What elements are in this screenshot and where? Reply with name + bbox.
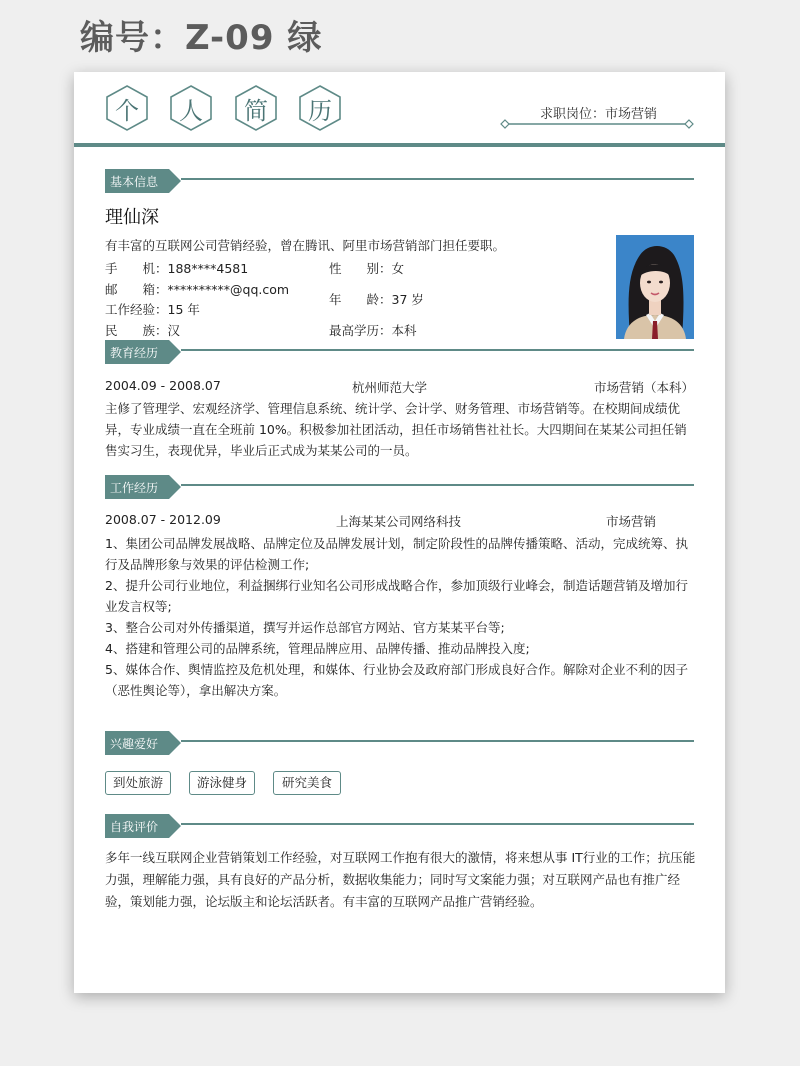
header-divider	[74, 143, 725, 147]
phone-row	[105, 259, 248, 277]
email-label: 邮 箱：	[105, 282, 168, 297]
job-target-value: 市场营销	[605, 107, 658, 122]
title-char: 人	[179, 96, 203, 125]
work-company: 上海某某公司网络科技	[336, 514, 462, 529]
profile-photo	[616, 235, 694, 339]
work-duty-item: 5、媒体合作、舆情监控及危机处理，和媒体、行业协会及政府部门形成良好合作。解除对企业不利的因子（恶性舆论等），拿出解决方案。	[105, 662, 688, 698]
section-title-self: 自我评价	[110, 820, 159, 834]
education-description: 主修了管理学、宏观经济学、管理信息系统、统计学、会计学、财务管理、市场营销等。在校期间成绩优异，专业成绩一直在全班前 10%。积极参加社团活动，担任市场销售社社长。大四期间在某某公司担任销售实习生，表现优异，毕业后正式成为某某公司的一员。	[105, 401, 687, 458]
title-hex-1	[105, 84, 149, 132]
hobby-tag: 到处旅游	[105, 771, 171, 795]
title-char: 简	[244, 96, 268, 125]
section-title-basic: 基本信息	[110, 175, 159, 189]
job-target-label: 求职岗位：	[540, 107, 606, 122]
title-char: 个	[115, 96, 139, 125]
section-title-education: 教育经历	[110, 346, 159, 360]
email-value: **********@qq.com	[167, 282, 290, 297]
title-hex-3	[234, 84, 278, 132]
degree-row	[329, 321, 417, 339]
age-label: 年 龄：	[329, 292, 392, 307]
section-rule-hobbies	[181, 740, 694, 742]
work-duties	[105, 533, 697, 701]
section-tag-hobbies	[105, 731, 181, 755]
education-major: 市场营销（本科）	[593, 380, 694, 395]
title-char: 历	[308, 96, 332, 125]
work-duty-item: 4、搭建和管理公司的品牌系统，管理品牌应用、品牌传播、推动品牌投入度;	[105, 641, 530, 656]
work-duty-item: 3、整合公司对外传播渠道，撰写并运作总部官方网站、官方某某平台等;	[105, 620, 505, 635]
experience-value: 15 年	[167, 302, 200, 317]
work-duty-item: 2、提升公司行业地位，利益捆绑行业知名公司形成战略合作，参加顶级行业峰会，制造话题营销及增加行业发言权等;	[105, 578, 688, 614]
phone-label: 手 机：	[105, 261, 168, 276]
work-role: 市场营销	[606, 514, 657, 529]
gender-value: 女	[391, 261, 405, 276]
title-hex-4	[298, 84, 342, 132]
hobby-tag: 研究美食	[273, 771, 341, 795]
section-rule-self	[181, 823, 694, 825]
candidate-name: 理仙深	[105, 207, 159, 228]
resume-sheet	[74, 72, 725, 993]
self-evaluation-text: 多年一线互联网企业营销策划工作经验，对互联网工作抱有很大的激情，将来想从事 IT行业的工作；抗压能力强，理解能力强，具有良好的产品分析，数据收集能力；同时写文案能力强；对互联网产品也有推广经验，策划能力强，论坛版主和论坛活跃者。有丰富的互联网产品推广营销经验。	[105, 850, 696, 909]
title-hex-2	[169, 84, 213, 132]
degree-label: 最高学历：	[329, 323, 392, 338]
gender-label: 性 别：	[329, 261, 392, 276]
ethnic-row	[105, 321, 180, 339]
ethnic-value: 汉	[167, 323, 181, 338]
section-tag-education	[105, 340, 181, 364]
section-tag-basic	[105, 169, 181, 193]
hobby-tag: 游泳健身	[189, 771, 255, 795]
section-title-work: 工作经历	[110, 481, 159, 495]
degree-value: 本科	[391, 323, 417, 338]
job-underline	[499, 118, 695, 130]
document-code: 编号：Z-09 绿	[80, 18, 323, 58]
section-rule-work	[181, 484, 694, 486]
age-row	[329, 290, 424, 308]
summary-text: 有丰富的互联网公司营销经验，曾在腾讯、阿里市场营销部门担任要职。	[105, 238, 506, 253]
age-value: 37 岁	[391, 292, 424, 307]
section-tag-self	[105, 814, 181, 838]
education-period: 2004.09 - 2008.07	[105, 378, 221, 393]
gender-row	[329, 259, 404, 277]
email-row	[105, 280, 289, 298]
experience-label: 工作经验：	[105, 302, 168, 317]
section-rule-education	[181, 349, 694, 351]
section-title-hobbies: 兴趣爱好	[110, 737, 159, 751]
ethnic-label: 民 族：	[105, 323, 168, 338]
section-tag-work	[105, 475, 181, 499]
experience-row	[105, 300, 200, 318]
work-duty-item: 1、集团公司品牌发展战略、品牌定位及品牌发展计划，制定阶段性的品牌传播策略、活动，完成统筹、执行及品牌形象与效果的评估检测工作;	[105, 536, 688, 572]
phone-value: 188****4581	[167, 261, 249, 276]
section-rule-basic	[181, 178, 694, 180]
education-school: 杭州师范大学	[352, 380, 428, 395]
work-period: 2008.07 - 2012.09	[105, 512, 221, 527]
